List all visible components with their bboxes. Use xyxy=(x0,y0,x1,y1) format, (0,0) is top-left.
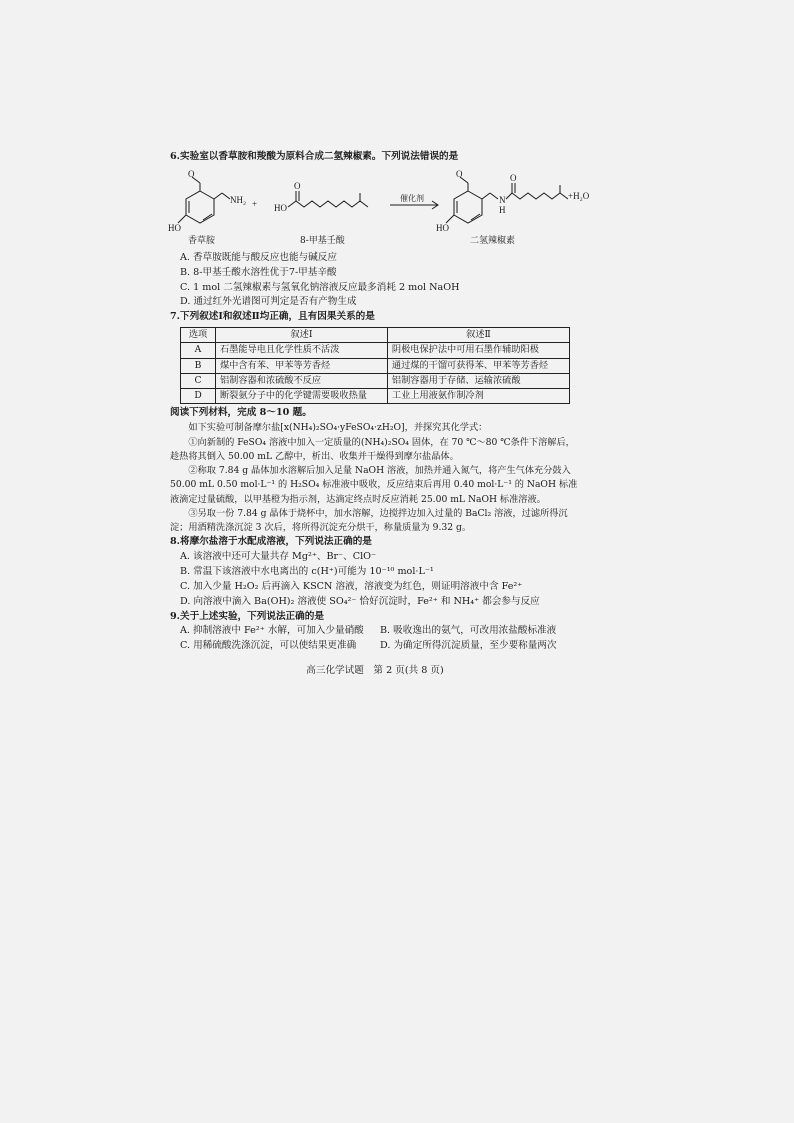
name-dihydrocapsaicin: 二氢辣椒素 xyxy=(470,235,516,246)
table-cell: 断裂氨分子中的化学键需要吸收热量 xyxy=(216,389,388,404)
q7-header-statement2: 叙述Ⅱ xyxy=(387,328,569,343)
q7-header-option: 选项 xyxy=(181,328,216,343)
ho-label-3: HO xyxy=(436,222,449,233)
table-cell: 煤中含有苯、甲苯等芳香烃 xyxy=(216,358,388,373)
q7-header-statement1: 叙述Ⅰ xyxy=(216,328,388,343)
table-cell: B xyxy=(181,358,216,373)
q6-option-b: B. 8-甲基壬酸水溶性优于7-甲基辛酸 xyxy=(180,266,337,278)
amide-n-label: N xyxy=(499,194,506,205)
q9-option-c: C. 用稀硫酸洗涤沉淀，可以使结果更准确 xyxy=(180,640,357,652)
q8-option-b: B. 常温下该溶液中水电离出的 c(H⁺)可能为 10⁻¹⁰ mol·L⁻¹ xyxy=(180,565,434,577)
q9-options-row-2 xyxy=(180,639,580,654)
reading-para-1: ①向新制的 FeSO₄ 溶液中加入一定质量的(NH₄)₂SO₄ 固体，在 70 ℃～80 ℃条件下溶解后，趁热将其倒入 50.00 mL 乙醇中，析出、收集并干燥得到摩尔盐晶体。 xyxy=(170,436,575,462)
table-cell: D xyxy=(181,389,216,404)
acid-o-label: O xyxy=(294,180,301,191)
q8-option-d: D. 向溶液中滴入 Ba(OH)₂ 溶液使 SO₄²⁻ 恰好沉淀时，Fe²⁺ 和 NH₄⁺ 都会参与反应 xyxy=(180,595,540,607)
table-cell: 工业上用液氨作制冷剂 xyxy=(387,389,569,404)
methoxy-o-2: O xyxy=(456,168,463,179)
ho-label-2: HO xyxy=(274,202,287,213)
table-cell: 铝制容器用于存储、运输浓硫酸 xyxy=(387,373,569,388)
ho-label-1: HO xyxy=(168,222,181,233)
table-cell: A xyxy=(181,343,216,358)
q8-stem: 8.将摩尔盐溶于水配成溶液，下列说法正确的是 xyxy=(170,536,372,548)
table-row xyxy=(181,343,570,358)
page-footer: 高三化学试题 第 2 页(共 8 页) xyxy=(306,665,444,677)
amide-h-label: H xyxy=(499,204,506,215)
q7-stem: 7.下列叙述Ⅰ和叙述Ⅱ均正确，且有因果关系的是 xyxy=(170,311,375,323)
q6-option-c: C. 1 mol 二氢辣椒素与氢氧化钠溶液反应最多消耗 2 mol NaOH xyxy=(180,281,460,293)
reading-title: 阅读下列材料，完成 8～10 题。 xyxy=(170,407,312,419)
water-label: +H₂O xyxy=(568,190,590,201)
q7-table xyxy=(180,327,570,404)
reading-para-3: ③另取一份 7.84 g 晶体于烧杯中，加水溶解，边搅拌边加入过量的 BaCl₂ 溶液，过滤所得沉淀；用酒精洗涤沉淀 3 次后，将所得沉淀充分烘干，称量质量为 9.32 g。 xyxy=(170,507,568,534)
methoxy-o-1: O xyxy=(188,168,195,179)
table-row xyxy=(181,373,570,388)
reading-para-2: ②称取 7.84 g 晶体加水溶解后加入足量 NaOH 溶液，加热并通入氮气，将产生气体充分鼓入 50.00 mL 0.50 mol·L⁻¹ 的 H₂SO₄ 标准液中吸收，反应结束后再用 0.40 mol·L⁻¹ 的 NaOH 标准液滴定过量硫酸，以甲基橙为指示剂，达滴定终点时反应消耗 25.00 mL NaOH 标准溶液。 xyxy=(170,465,578,505)
q9-option-d: D. 为确定所得沉淀质量，至少要称量两次 xyxy=(380,640,557,652)
table-cell: 通过煤的干馏可获得苯、甲苯等芳香烃 xyxy=(387,358,569,373)
q6-stem: 6.实验室以香草胺和羧酸为原料合成二氢辣椒素。下列说法错误的是 xyxy=(170,151,459,162)
acid-chain xyxy=(296,201,368,207)
reaction-scheme-drawing xyxy=(168,168,590,249)
plus-sign: + xyxy=(252,198,258,209)
reading-para-intro: 如下实验可制备摩尔盐[x(NH₄)₂SO₄·yFeSO₄·zH₂O]，并探究其化学式： xyxy=(188,422,488,434)
table-cell: 石墨能导电且化学性质不活泼 xyxy=(216,343,388,358)
capsaicin-ring xyxy=(454,191,482,223)
q9-option-b: B. 吸收逸出的氨气，可改用浓盐酸标准液 xyxy=(380,625,557,637)
amide-o-label: O xyxy=(510,172,517,183)
q8-option-c: C. 加入少量 H₂O₂ 后再滴入 KSCN 溶液，溶液变为红色，则证明溶液中含 Fe²⁺ xyxy=(180,580,523,592)
q9-stem: 9.关于上述实验，下列说法正确的是 xyxy=(170,610,324,622)
table-row xyxy=(181,358,570,373)
capsaicin-chain xyxy=(512,193,568,199)
reaction-scheme xyxy=(168,168,590,249)
q6-option-a: A. 香草胺既能与酸反应也能与碱反应 xyxy=(180,251,337,263)
table-cell: 阴极电保护法中可用石墨作辅助阳极 xyxy=(387,343,569,358)
q7-table-header xyxy=(181,328,570,343)
exam-page xyxy=(168,150,590,689)
catalyst-label: 催化剂 xyxy=(400,193,424,203)
table-cell: C xyxy=(181,373,216,388)
name-vanillylamine: 香草胺 xyxy=(188,235,216,246)
name-methylnonanoic-acid: 8-甲基壬酸 xyxy=(300,235,345,246)
q6-option-d: D. 通过红外光谱图可判定是否有产物生成 xyxy=(180,296,357,308)
table-cell: 铝制容器和浓硫酸不反应 xyxy=(216,373,388,388)
table-row xyxy=(181,389,570,404)
q9-options-row-1 xyxy=(180,624,580,639)
nh2-label: NH₂ xyxy=(230,194,247,205)
q9-option-a: A. 抑制溶液中 Fe²⁺ 水解，可加入少量硝酸 xyxy=(180,625,364,637)
vanillylamine-ring xyxy=(186,191,214,223)
q8-option-a: A. 该溶液中还可大量共存 Mg²⁺、Br⁻、ClO⁻ xyxy=(180,551,377,563)
